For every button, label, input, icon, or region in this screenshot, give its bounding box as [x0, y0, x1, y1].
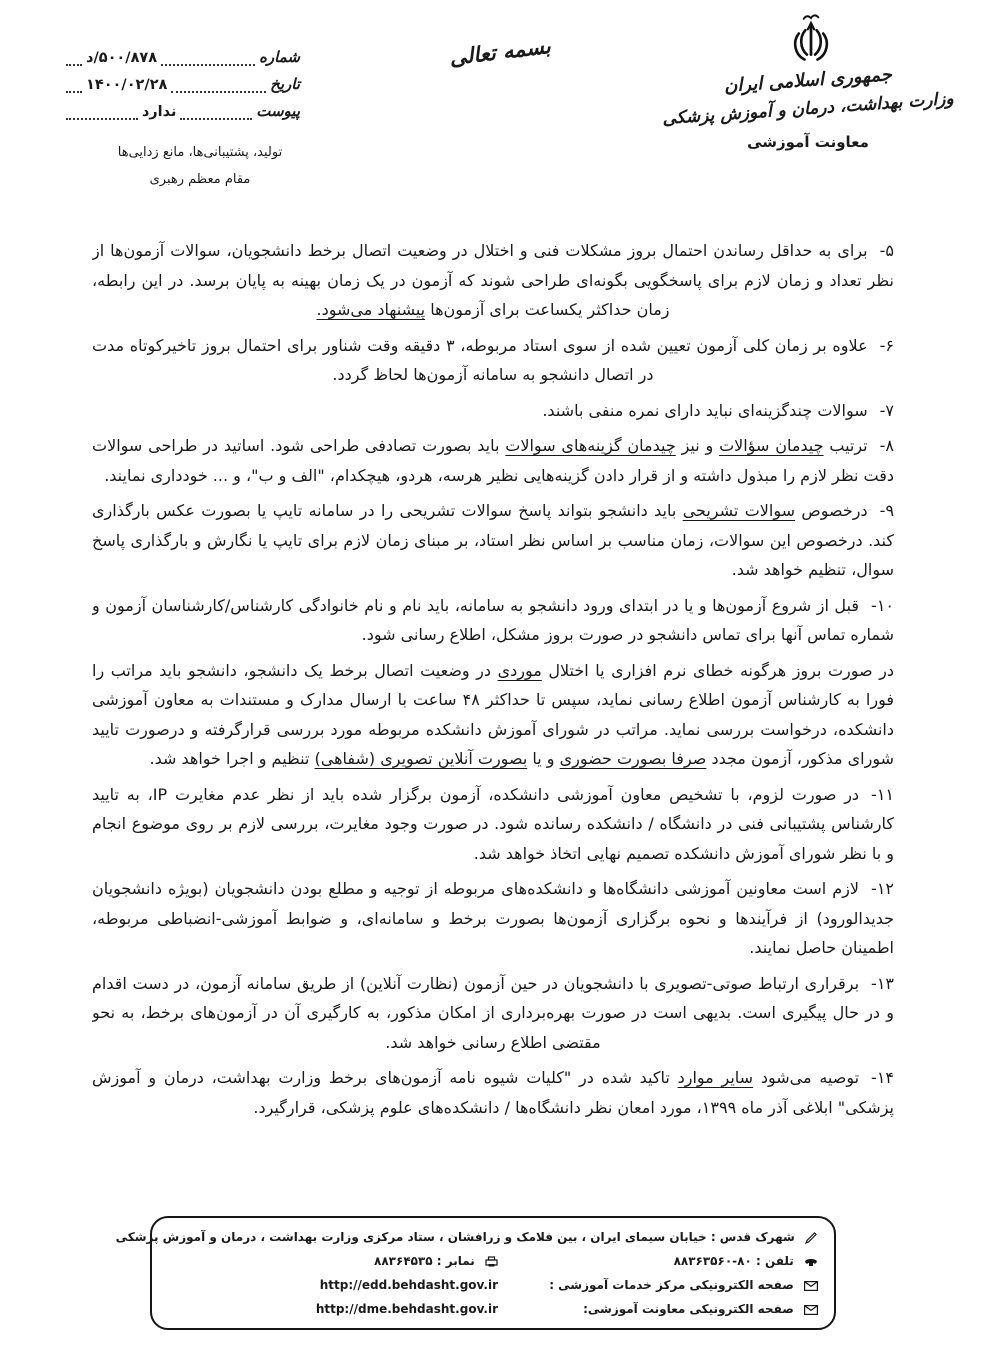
date-label: تاریخ [270, 75, 300, 93]
pen-icon [805, 1232, 818, 1244]
letter-paragraph [92, 656, 894, 774]
letter-body [92, 236, 894, 1214]
item-text: قبل از شروع آزمون‌ها و یا در ابتدای ورود دانشجو به سامانه، باید نام و نام خانوادگی کارشناس/کارشناسان آزمون و شماره تماس آنها برای تماس دانشجو در صورت بروز مشکل، اطلاع رسانی شود. [92, 595, 894, 644]
letter-item [92, 431, 894, 490]
fax-icon [485, 1256, 498, 1267]
date-value: ۱۴۰۰/۰۲/۲۸ [86, 77, 168, 93]
phone-cell [498, 1249, 818, 1273]
item-text: و یا [527, 749, 560, 768]
letter-item [92, 236, 894, 325]
republic-title: جمهوری اسلامی ایران [723, 64, 893, 97]
item-text: علاوه بر زمان کلی آزمون تعیین شده از سوی استاد مربوطه، ۳ دقیقه وقت شناور برای احتمال بروز تاخیرکوتاه مدت در اتصال دانشجو به سامانه آزمون‌ها لحاظ گردد. [92, 335, 868, 384]
item-text: باید دانشجو بتواند پاسخ سوالات تشریحی را در سامانه تایپ یا بصورت عکس بارگذاری کند. درخصوص این سوالات، زمان مناسب بر اساس نظر استاد، بر مبنای زمان لازم برای تایپ یا نگارش و بارگذاری پاسخ سوال، تنظیم خواهد شد. [92, 501, 894, 579]
letter-item [92, 780, 894, 869]
item-text: سوالات چندگزینه‌ای نباید دارای نمره منفی باشند. [542, 400, 868, 420]
underlined-text: چیدمان گزینه‌های سوالات [505, 436, 676, 455]
letter-item [92, 396, 894, 426]
address-text: شهرک قدس : خیابان سیمای ایران ، بین فلامک و زرافشان ، ستاد مرکزی وزارت بهداشت ، درمان و آموزش پزشکی [115, 1230, 795, 1244]
item-text: در وضعیت اتصال برخط یک دانشجو، دانشجو باید مراتب را فورا به کارشناس آزمون اطلاع رسانی نماید، سپس تا حداکثر ۴۸ ساعت با ارسال مدارک و مستندات به معاون آموزشی دانشکده، درخواست بررسی نماید. مراتب در شورای آموزش دانشکده مربوطه مورد بررسی قرارگرفته و درصورت تایید شورای مذکور، آزمون مجدد [92, 660, 894, 768]
letter-item [92, 1063, 894, 1122]
underlined-text: سایر موارد [677, 1068, 754, 1087]
fax-label: نمابر : [436, 1254, 475, 1268]
slogan-line1: تولید، پشتیبانی‌ها، مانع زدایی‌ها [117, 145, 283, 160]
item-number: ۱۰- [871, 595, 894, 615]
dotted-leader [171, 87, 266, 93]
item-text: باید بصورت تصادفی طراحی شود. اساتید در طراحی سوالات دقت نظر لازم را مبذول داشته و از قرار دادن گزینه‌هایی نظیر هرسه، هردو، هیچکدام، "الف و ب"، و ... خودداری نمایند. [92, 436, 894, 485]
item-text: لازم است معاونین آموزشی دانشگاه‌ها و دانشکده‌های مربوطه از توجیه و مطلع بودن دانشجویان (بویژه دانشجویان جدیدالورود) از فرآیندها و نحوه برگزاری آزمون‌ها بصورت برخط و سامانه‌ای، و ضوابط آموزشی-انضباطی مربوطه، اطمینان حاصل نمایند. [92, 879, 894, 957]
item-text: ترتیب [823, 436, 868, 455]
item-text: توصیه می‌شود [753, 1068, 860, 1087]
footer-address-row [115, 1225, 818, 1249]
letter-item [92, 591, 894, 650]
item-number: ۷- [879, 400, 894, 420]
slogan-line2: مقام معظم رهبری [149, 171, 251, 187]
envelope-icon [804, 1281, 818, 1291]
bismillah-block [400, 33, 600, 71]
web2-label-cell [498, 1297, 818, 1321]
footer-web1-row [168, 1273, 818, 1297]
underlined-text: چیدمان سؤالات [719, 436, 824, 455]
item-number: ۵- [879, 241, 894, 260]
number-label: شماره [259, 48, 300, 66]
item-number: ۱۳- [871, 973, 894, 993]
dotted-leader [66, 87, 82, 93]
item-text: و نیز [675, 436, 720, 455]
underlined-text: پیشنهاد می‌شود. [316, 300, 426, 319]
ministry-title: وزارت بهداشت، درمان و آموزش پزشکی [661, 88, 955, 130]
year-slogan [100, 140, 300, 193]
letter-item [92, 969, 894, 1058]
envelope-icon [804, 1305, 818, 1315]
web1-label: صفحه الکترونیکی مرکز خدمات آموزشی : [549, 1278, 794, 1292]
item-number: ۸- [879, 436, 894, 455]
letter-item [92, 874, 894, 963]
item-number: ۶- [879, 335, 894, 355]
letter-item [92, 331, 894, 390]
item-number: ۹- [879, 501, 894, 520]
dotted-leader [66, 114, 138, 120]
letterhead [0, 0, 986, 235]
web2-url: http://dme.behdasht.gov.ir [315, 1302, 498, 1316]
footer-phone-row [168, 1249, 818, 1273]
meta-number [62, 48, 300, 66]
deputy-title: معاونت آموزشی [747, 133, 869, 151]
item-text: برای به حداقل رساندن احتمال بروز مشکلات فنی و اختلال در وضعیت اتصال برخط دانشجویان، سوالات آزمون‌ها از نظر تعداد و زمان لازم برای پاسخگویی بگونه‌ای طراحی شوند که آزمون در یک زمان بهینه به پایان برسد. در این رابطه، زمان حداکثر یکساعت برای آزمون‌ها [92, 241, 894, 319]
item-text: تنظیم و اجرا خواهد شد. [149, 749, 315, 768]
item-text: درخصوص [795, 501, 868, 520]
underlined-text: سوالات تشریحی [682, 501, 796, 520]
address-cell [116, 1225, 818, 1249]
number-value: د/۵۰۰/۸۷۸ [86, 50, 158, 66]
attachment-label: پیوست [256, 102, 300, 120]
web1-label-cell [498, 1273, 818, 1297]
dotted-leader [66, 60, 82, 66]
web2-url-cell [168, 1297, 498, 1321]
item-text: در صورت لزوم، با تشخیص معاون آموزشی دانشکده، آزمون برگزار شده باید از نظر عدم مغایرت IP، به تایید کارشناس پشتیبانی فنی در دانشگاه / دانشکده رسانده شود. در صورت وجود مغایرت، بررسی لازم بر روی موضوع انجام و با نظر شورای آموزش دانشکده تصمیم نهایی اتخاذ خواهد شد. [92, 784, 894, 863]
ministry-block [658, 12, 958, 151]
fax-value: ۸۸۳۶۴۵۳۵ [374, 1254, 433, 1268]
phone-icon [804, 1256, 818, 1267]
meta-date [62, 75, 300, 93]
meta-attachment [62, 102, 300, 120]
web1-url: http://edd.behdasht.gov.ir [319, 1278, 498, 1292]
phone-label: تلفن : [755, 1254, 794, 1268]
item-text: برقراری ارتباط صوتی-تصویری با دانشجویان در حین آزمون (نظارت آنلاین) از طریق سامانه آزمون، در دست اقدام و در حال پیگیری است. بدیهی است در صورت بهره‌برداری از امکان مذکور، به کارگیری آن در آزمون‌های برخط، به نحو مقتضی اطلاع رسانی خواهد شد. [92, 973, 894, 1052]
fax-cell [168, 1249, 498, 1273]
dotted-leader [161, 60, 255, 66]
web2-label: صفحه الکترونیکی معاونت آموزشی: [583, 1302, 794, 1316]
item-text: تاکید شده در "کلیات شیوه نامه آزمون‌های برخط وزارت بهداشت، درمان و آموزش پزشکی" ابلاغی آذر ماه ۱۳۹۹، مورد امعان نظر دانشگاه‌ها / دانشکده‌های علوم پزشکی، قرارگیرد. [92, 1068, 894, 1117]
letter-item [92, 496, 894, 585]
item-number: ۱۲- [871, 879, 894, 898]
dotted-leader [180, 114, 252, 120]
attachment-value: ندارد [141, 104, 177, 120]
bismillah: بسمه تعالی [448, 33, 552, 71]
phone-value: ۸۸۳۶۳۵۶۰-۸۰ [673, 1254, 752, 1268]
footer-web2-row [168, 1297, 818, 1321]
item-text: در صورت بروز هرگونه خطای نرم افزاری یا اختلال [541, 660, 894, 680]
web1-url-cell [168, 1273, 498, 1297]
iran-emblem-icon [785, 12, 837, 70]
letter-meta [62, 48, 300, 193]
item-number: ۱۴- [871, 1068, 894, 1087]
underlined-text: بصورت آنلاین تصویری (شفاهی) [314, 749, 528, 768]
underlined-text: صرفا بصورت حضوری [559, 749, 707, 768]
item-number: ۱۱- [871, 784, 894, 804]
underlined-text: موردی [497, 660, 542, 680]
letter-footer [115, 1216, 836, 1330]
